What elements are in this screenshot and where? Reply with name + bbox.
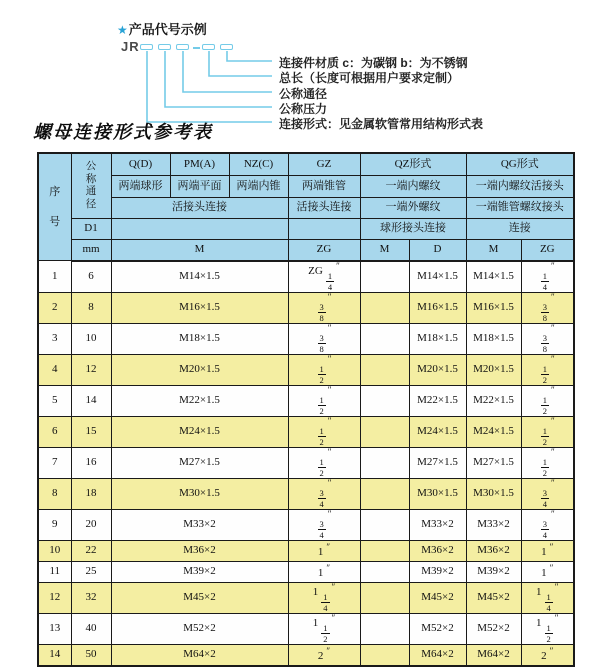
cell-qz-m [360, 447, 409, 478]
cell-dn: 32 [71, 582, 111, 613]
header-pm-a: PM(A) [170, 153, 229, 175]
table-row [38, 261, 574, 293]
cell-qg-m: M36×2 [466, 540, 521, 561]
table-row [38, 478, 574, 509]
cell-qg-m: M39×2 [466, 561, 521, 582]
cell-dn: 16 [71, 447, 111, 478]
cell-qz-m [360, 582, 409, 613]
cell-qz-d: M22×1.5 [409, 385, 466, 416]
legend-title [117, 19, 207, 38]
cell-gz: 2 ″ [288, 644, 360, 666]
cell-qg-zg: $\frac{3}{8}$ ″ [521, 323, 574, 354]
cell-qz-d: M18×1.5 [409, 323, 466, 354]
header-nominal-diameter-text: 公 称 通 径 [85, 161, 97, 210]
cell-qz-d: M33×2 [409, 509, 466, 540]
table-body [38, 261, 574, 666]
header-q-d-sub: 两端球形 [111, 175, 170, 197]
cell-qg-zg: $\frac{1}{2}$ ″ [521, 447, 574, 478]
cell-seq: 11 [38, 561, 71, 582]
cell-qz-m [360, 561, 409, 582]
cell-dn: 50 [71, 644, 111, 666]
legend-label-material: 连接件材质 c：为碳钢 b：为不锈钢 [279, 56, 468, 70]
cell-qz-m [360, 478, 409, 509]
cell-m: M36×2 [111, 540, 288, 561]
cell-gz: $\frac{1}{2}$ ″ [288, 447, 360, 478]
cell-qz-m [360, 644, 409, 666]
cell-gz: ZG $\frac{1}{4}$ ″ [288, 261, 360, 293]
header-qg-join: 连接 [466, 218, 574, 239]
cell-qz-d: M36×2 [409, 540, 466, 561]
cell-qz-d: M52×2 [409, 613, 466, 644]
header-qg-sub1: 一端内螺纹活接头 [466, 175, 574, 197]
table-header [38, 153, 574, 261]
header-mm: mm [71, 239, 111, 261]
cell-m: M24×1.5 [111, 416, 288, 447]
table-row [38, 292, 574, 323]
code-box-1 [140, 44, 153, 50]
header-qz-sub1: 一端内螺纹 [360, 175, 466, 197]
header-unit-qz-d: D [409, 239, 466, 261]
cell-qg-m: M22×1.5 [466, 385, 521, 416]
legend-label-conn-form: 连接形式：见金属软管常用结构形式表 [279, 117, 484, 131]
header-nz-c: NZ(C) [229, 153, 288, 175]
cell-qg-zg: $\frac{1}{2}$ ″ [521, 385, 574, 416]
cell-gz: 1 ″ [288, 540, 360, 561]
cell-qg-m: M16×1.5 [466, 292, 521, 323]
cell-qz-m [360, 416, 409, 447]
legend-title-text: 产品代号示例 [128, 22, 207, 37]
header-unit-qg-zg: ZG [521, 239, 574, 261]
cell-m: M18×1.5 [111, 323, 288, 354]
header-unit-zg: ZG [288, 239, 360, 261]
cell-seq: 9 [38, 509, 71, 540]
cell-qg-m: M64×2 [466, 644, 521, 666]
table-row [38, 416, 574, 447]
cell-qz-d: M45×2 [409, 582, 466, 613]
cell-gz: $\frac{1}{2}$ ″ [288, 385, 360, 416]
code-box-5 [220, 44, 233, 50]
cell-qg-zg: 2 ″ [521, 644, 574, 666]
legend-label-length: 总长（长度可根据用户要求定制） [279, 71, 460, 85]
table-row [38, 323, 574, 354]
cell-gz: $\frac{1}{2}$ ″ [288, 354, 360, 385]
cell-dn: 20 [71, 509, 111, 540]
cell-qg-zg: $\frac{3}{4}$ ″ [521, 509, 574, 540]
cell-qg-m: M27×1.5 [466, 447, 521, 478]
nut-connection-table [37, 152, 575, 667]
table-row [38, 354, 574, 385]
cell-qg-m: M30×1.5 [466, 478, 521, 509]
cell-m: M45×2 [111, 582, 288, 613]
cell-qz-d: M14×1.5 [409, 261, 466, 293]
header-q-d: Q(D) [111, 153, 170, 175]
cell-dn: 25 [71, 561, 111, 582]
header-gz: GZ [288, 153, 360, 175]
table-row [38, 613, 574, 644]
header-unit-qz-m: M [360, 239, 409, 261]
cell-m: M64×2 [111, 644, 288, 666]
cell-gz: $\frac{1}{2}$ ″ [288, 416, 360, 447]
code-box-3 [176, 44, 189, 50]
cell-dn: 14 [71, 385, 111, 416]
cell-qg-m: M45×2 [466, 582, 521, 613]
cell-dn: 8 [71, 292, 111, 323]
cell-qg-m: M52×2 [466, 613, 521, 644]
cell-dn: 18 [71, 478, 111, 509]
cell-qz-d: M64×2 [409, 644, 466, 666]
cell-qz-m [360, 540, 409, 561]
cell-gz: 1 $\frac{1}{4}$ ″ [288, 582, 360, 613]
cell-m: M22×1.5 [111, 385, 288, 416]
cell-m: M52×2 [111, 613, 288, 644]
header-qz-form: QZ形式 [360, 153, 466, 175]
header-pm-a-sub: 两端平面 [170, 175, 229, 197]
cell-gz: $\frac{3}{8}$ ″ [288, 323, 360, 354]
cell-seq: 14 [38, 644, 71, 666]
header-gz-join: 活接头连接 [288, 197, 360, 218]
header-d1: D1 [71, 218, 111, 239]
cell-qz-d: M16×1.5 [409, 292, 466, 323]
cell-qg-zg: $\frac{1}{2}$ ″ [521, 354, 574, 385]
cell-qz-d: M24×1.5 [409, 416, 466, 447]
legend-label-diameter: 公称通径 [279, 87, 328, 101]
cell-qz-m [360, 261, 409, 293]
cell-qz-d: M20×1.5 [409, 354, 466, 385]
cell-seq: 8 [38, 478, 71, 509]
table-row [38, 561, 574, 582]
cell-dn: 10 [71, 323, 111, 354]
cell-qz-m [360, 509, 409, 540]
cell-gz: $\frac{3}{8}$ ″ [288, 292, 360, 323]
cell-qz-m [360, 323, 409, 354]
product-code-prefix: JR [121, 39, 140, 54]
header-qg-form: QG形式 [466, 153, 574, 175]
table-title: 螺母连接形式参考表 [33, 122, 213, 143]
cell-m: M20×1.5 [111, 354, 288, 385]
code-box-2 [158, 44, 171, 50]
cell-qg-zg: 1 $\frac{1}{4}$ ″ [521, 582, 574, 613]
header-union-join: 活接头连接 [111, 197, 288, 218]
cell-m: M30×1.5 [111, 478, 288, 509]
header-seq-no [38, 153, 71, 261]
legend-label-pressure: 公称压力 [279, 102, 328, 116]
cell-dn: 15 [71, 416, 111, 447]
cell-qg-zg: $\frac{3}{4}$ ″ [521, 478, 574, 509]
header-gz-sub: 两端锥管 [288, 175, 360, 197]
code-dash [193, 47, 200, 49]
cell-qz-m [360, 613, 409, 644]
cell-m: M14×1.5 [111, 261, 288, 293]
cell-qg-zg: 1 ″ [521, 540, 574, 561]
header-seq-no-text: 序 号 [49, 186, 61, 228]
cell-seq: 12 [38, 582, 71, 613]
table-row [38, 540, 574, 561]
cell-seq: 10 [38, 540, 71, 561]
header-qg-sub2: 一端锥管螺纹接头 [466, 197, 574, 218]
cell-qz-d: M27×1.5 [409, 447, 466, 478]
header-qz-sub2: 一端外螺纹 [360, 197, 466, 218]
cell-qz-m [360, 292, 409, 323]
cell-qg-zg: 1 ″ [521, 561, 574, 582]
header-blank-left [111, 218, 288, 239]
cell-m: M33×2 [111, 509, 288, 540]
cell-seq: 5 [38, 385, 71, 416]
cell-qg-zg: 1 $\frac{1}{2}$ ″ [521, 613, 574, 644]
table-row [38, 509, 574, 540]
cell-m: M39×2 [111, 561, 288, 582]
cell-seq: 3 [38, 323, 71, 354]
cell-qg-m: M33×2 [466, 509, 521, 540]
header-qz-join: 球形接头连接 [360, 218, 466, 239]
table-row [38, 582, 574, 613]
cell-seq: 13 [38, 613, 71, 644]
code-box-4 [202, 44, 215, 50]
table-row [38, 385, 574, 416]
header-unit-qg-m: M [466, 239, 521, 261]
cell-dn: 22 [71, 540, 111, 561]
cell-qz-m [360, 385, 409, 416]
cell-qz-d: M39×2 [409, 561, 466, 582]
cell-qg-zg: $\frac{1}{2}$ ″ [521, 416, 574, 447]
cell-qz-d: M30×1.5 [409, 478, 466, 509]
cell-dn: 12 [71, 354, 111, 385]
header-unit-m: M [111, 239, 288, 261]
cell-seq: 6 [38, 416, 71, 447]
cell-gz: $\frac{3}{4}$ ″ [288, 478, 360, 509]
cell-qg-zg: $\frac{3}{8}$ ″ [521, 292, 574, 323]
cell-seq: 2 [38, 292, 71, 323]
cell-gz: 1 ″ [288, 561, 360, 582]
header-blank-gz [288, 218, 360, 239]
cell-gz: 1 $\frac{1}{2}$ ″ [288, 613, 360, 644]
header-nz-c-sub: 两端内锥 [229, 175, 288, 197]
cell-qz-m [360, 354, 409, 385]
cell-seq: 4 [38, 354, 71, 385]
cell-qg-m: M14×1.5 [466, 261, 521, 293]
cell-m: M16×1.5 [111, 292, 288, 323]
cell-dn: 6 [71, 261, 111, 293]
cell-dn: 40 [71, 613, 111, 644]
star-icon: ★ [117, 23, 128, 37]
table-row [38, 447, 574, 478]
cell-qg-m: M24×1.5 [466, 416, 521, 447]
cell-qg-zg: $\frac{1}{4}$ ″ [521, 261, 574, 293]
cell-gz: $\frac{3}{4}$ ″ [288, 509, 360, 540]
header-nominal-diameter [71, 153, 111, 218]
cell-qg-m: M20×1.5 [466, 354, 521, 385]
cell-m: M27×1.5 [111, 447, 288, 478]
table-row [38, 644, 574, 666]
cell-qg-m: M18×1.5 [466, 323, 521, 354]
cell-seq: 7 [38, 447, 71, 478]
cell-seq: 1 [38, 261, 71, 293]
